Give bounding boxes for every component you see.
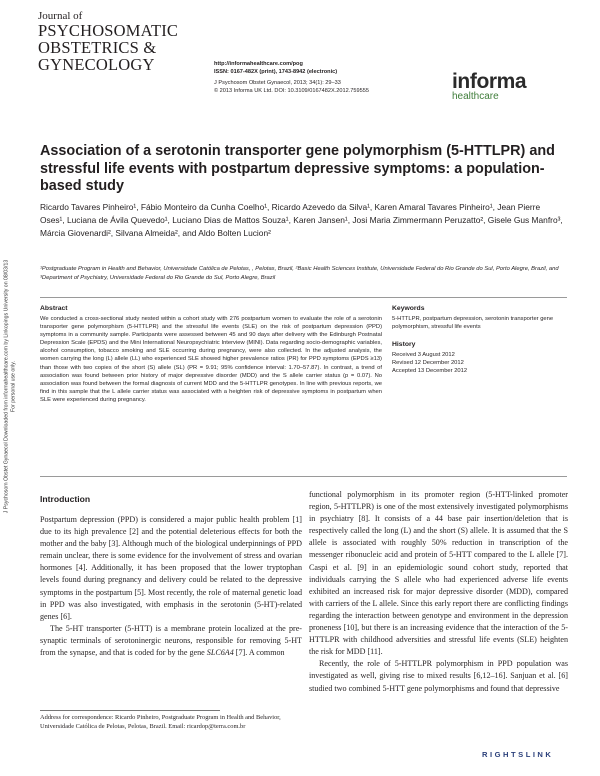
body-column-right (309, 489, 568, 695)
journal-name-line1: PSYCHOSOMATIC (38, 21, 179, 40)
keywords-text: 5-HTTLPR, postpartum depression, serotonin transporter gene polymorphism, stressful life events (392, 316, 554, 331)
publisher-brand: informa (452, 70, 527, 93)
download-sidebar (4, 207, 17, 567)
gene-name: SLC6A4 (206, 648, 234, 658)
download-line: J Psychosom Obstet Gynaecol Downloaded from informahealthcare.com by Linkopings University on 08/03/13 (3, 259, 10, 514)
journal-issn: ISSN: 0167-482X (print), 1743-8942 (electronic) (214, 69, 338, 75)
journal-name-line2: OBSTETRICS & (38, 38, 157, 57)
history-revised: Revised 12 December 2012 (392, 360, 464, 367)
rightslink-logo[interactable]: RIGHTSLINK (482, 750, 554, 759)
introduction-heading: Introduction (40, 494, 91, 504)
journal-info (214, 60, 414, 95)
keywords-heading: Keywords (392, 305, 425, 312)
history-block (392, 341, 564, 375)
divider-top (40, 297, 567, 298)
publisher-sub: healthcare (452, 91, 499, 102)
correspondence-footnote: Address for correspondence: Ricardo Pinheiro, Postgraduate Program in Health and Behavior, Universidade Católica de Pelotas, Pelotas, Brazil. Email: ricardop@terra.com.br (40, 714, 281, 731)
history-received: Received 3 August 2012 (392, 352, 455, 359)
article-meta (392, 305, 564, 385)
footnote-rule (40, 710, 220, 711)
abstract-heading: Abstract (40, 305, 68, 312)
journal-name-line3: GYNECOLOGY (38, 55, 155, 74)
intro-p2-part-b: [7]. A common (233, 648, 285, 658)
history-accepted: Accepted 13 December 2012 (392, 368, 468, 375)
body-column-left (40, 514, 302, 659)
article-title: Association of a serotonin transporter gene polymorphism (5-HTTLPR) and stressful life events with postpartum depressive symptoms: a population-based study (40, 143, 555, 194)
author-list: Ricardo Tavares Pinheiro¹, Fábio Monteiro da Cunha Coelho¹, Ricardo Azevedo da Silva¹, Karen Amaral Tavares Pinheiro¹, Jean Pierre Oses¹, Luciana de Ávila Quevedo¹, Luciano Dias de Mattos Souza¹, Karen Jansen¹, Josi Maria Zimmermann Peruzatto², Gisele Gus Manfro³, Márcia Giovenardi², Silvana Almeida², and Aldo Bolten Lucion² (40, 202, 563, 239)
abstract-section (40, 305, 382, 404)
history-heading: History (392, 341, 416, 349)
journal-copyright: © 2013 Informa UK Ltd. DOI: 10.3109/0167482X.2012.759555 (214, 88, 369, 94)
abstract-text: We conducted a cross-sectional study nested within a cohort study with 276 postpartum women to evaluate the role of a serotonin transporter gene polymorphism (5-HTTLPR) and the stressful life events (SLE) on the risk of postpartum depression (PPD) symptoms in a community sample. Participants were assessed between 45 and 90 days after delivery with the Edinburgh Postnatal Depression Scale (EPDS) and the Mini International Neuropsychiatric Interview (MINI). Data regarding socio-demographic variables, alcohol consumption, tobacco smoking and SLE occurring during pregnancy, were also collected. In the adjusted analysis, the women carrying the long (L) allele (LL) who experienced SLE showed higher prevalence ratios (PR) for PPD symptoms (EPDS ≥13) than those with two copies of the short (S) allele (SL) (PR = 9.91; 95% confidence interval: 1.70–57.87). In contrast, a trend of association was found between prior history of major depressive disorder (MDD) and the S allele carrier status (p = 0.07). No association was found between the formal diagnosis of current MDD and the 5-HTTLPR genotypes. In line with previous reports, we find in this sample that the L allele carrier status was associated with a heighten risk of depressive symptoms in postpartum when SLE were experienced during pregnancy. (40, 316, 382, 403)
journal-citation: J Psychosom Obstet Gynaecol, 2013; 34(1): 29–33 (214, 80, 341, 86)
intro-p2-part-a: The 5-HT transporter (5-HTT) is a membrane protein localized at the pre-synaptic terminals of serotoninergic neurons, responsible for removing 5-HT from the synapse, and that is coded for by the gene (40, 623, 302, 658)
personal-use-line: For personal use only. (10, 361, 16, 412)
affiliations: ¹Postgraduate Program in Health and Behavior, Universidade Católica de Pelotas, , Pelotas, Brazil, ²Basic Health Sciences Institute, Universidade Federal do Rio Grande do Sul, Porto Alegre, Brazil, and ³Department of Psychiatry, Universidade Federal do Rio Grande do Sul, Porto Alegre, Brazil (40, 266, 559, 281)
journal-logo (38, 10, 218, 73)
publisher-logo (452, 71, 562, 102)
intro-paragraph-3: functional polymorphism in its promoter region (5-HTT-linked promoter region, 5-HTTLPR) is one of the most extensively investigated polymorphisms in psychiatry [8]. It consists of a 44 base pair insertion/deletion that is respectively called the long (L) and the short (S) allele. It is assumed that the S allele is associated with roughly 50% reduction in transcription of the messenger ribonucleic acid and protein of 5-HTT compared to the L allele [7]. Caspi et al. [9] in an epidemiologic sound cohort study, reported that individuals carrying the S allele who had experienced adverse life events exhibited an increased risk for major depressive disorder (MDD), compared with carriers of the L allele. Since this early report there are conflicting findings regarding the interaction between genotype and environment in the depression proneness [10], but there is an increasing evidence that the interaction of the 5-HTTLPR with childhood adversities and stressful life events (SLE) heighten the risk for MDD [11]. (309, 490, 568, 657)
keywords-block (392, 305, 564, 331)
journal-of-label: Journal of (38, 10, 83, 22)
intro-paragraph-1: Postpartum depression (PPD) is considered a major public health problem [1] due to its high prevalence [2] and the potential deleterious effects for both the mother and the baby [3]. Although much of the biological underpinnings of PPD remain unclear, there is some evidence for the involvement of stress and ovarian hormones [4]. Additionally, it has been proposed that the lower tryptophan levels found during pregnancy and delivery could be related to the depressive symptoms in the postpartum [5]. Most recently, the role of maternal genetic load in PPD was also investigated, with emphasis in the serotonin (5-HT)-related genes [6]. (40, 515, 302, 621)
journal-url[interactable]: http://informahealthcare.com/pog (214, 61, 303, 67)
intro-paragraph-4: Recently, the role of 5-HTTLPR polymorphism in PPD population was investigated as well, giving rise to mixed results [6,12–16]. Sanjuan et al. [6] studied two combined 5-HTT gene polymorphisms and found that depressive (309, 659, 568, 693)
intro-paragraph-2 (40, 623, 302, 659)
divider-bottom (40, 476, 567, 477)
